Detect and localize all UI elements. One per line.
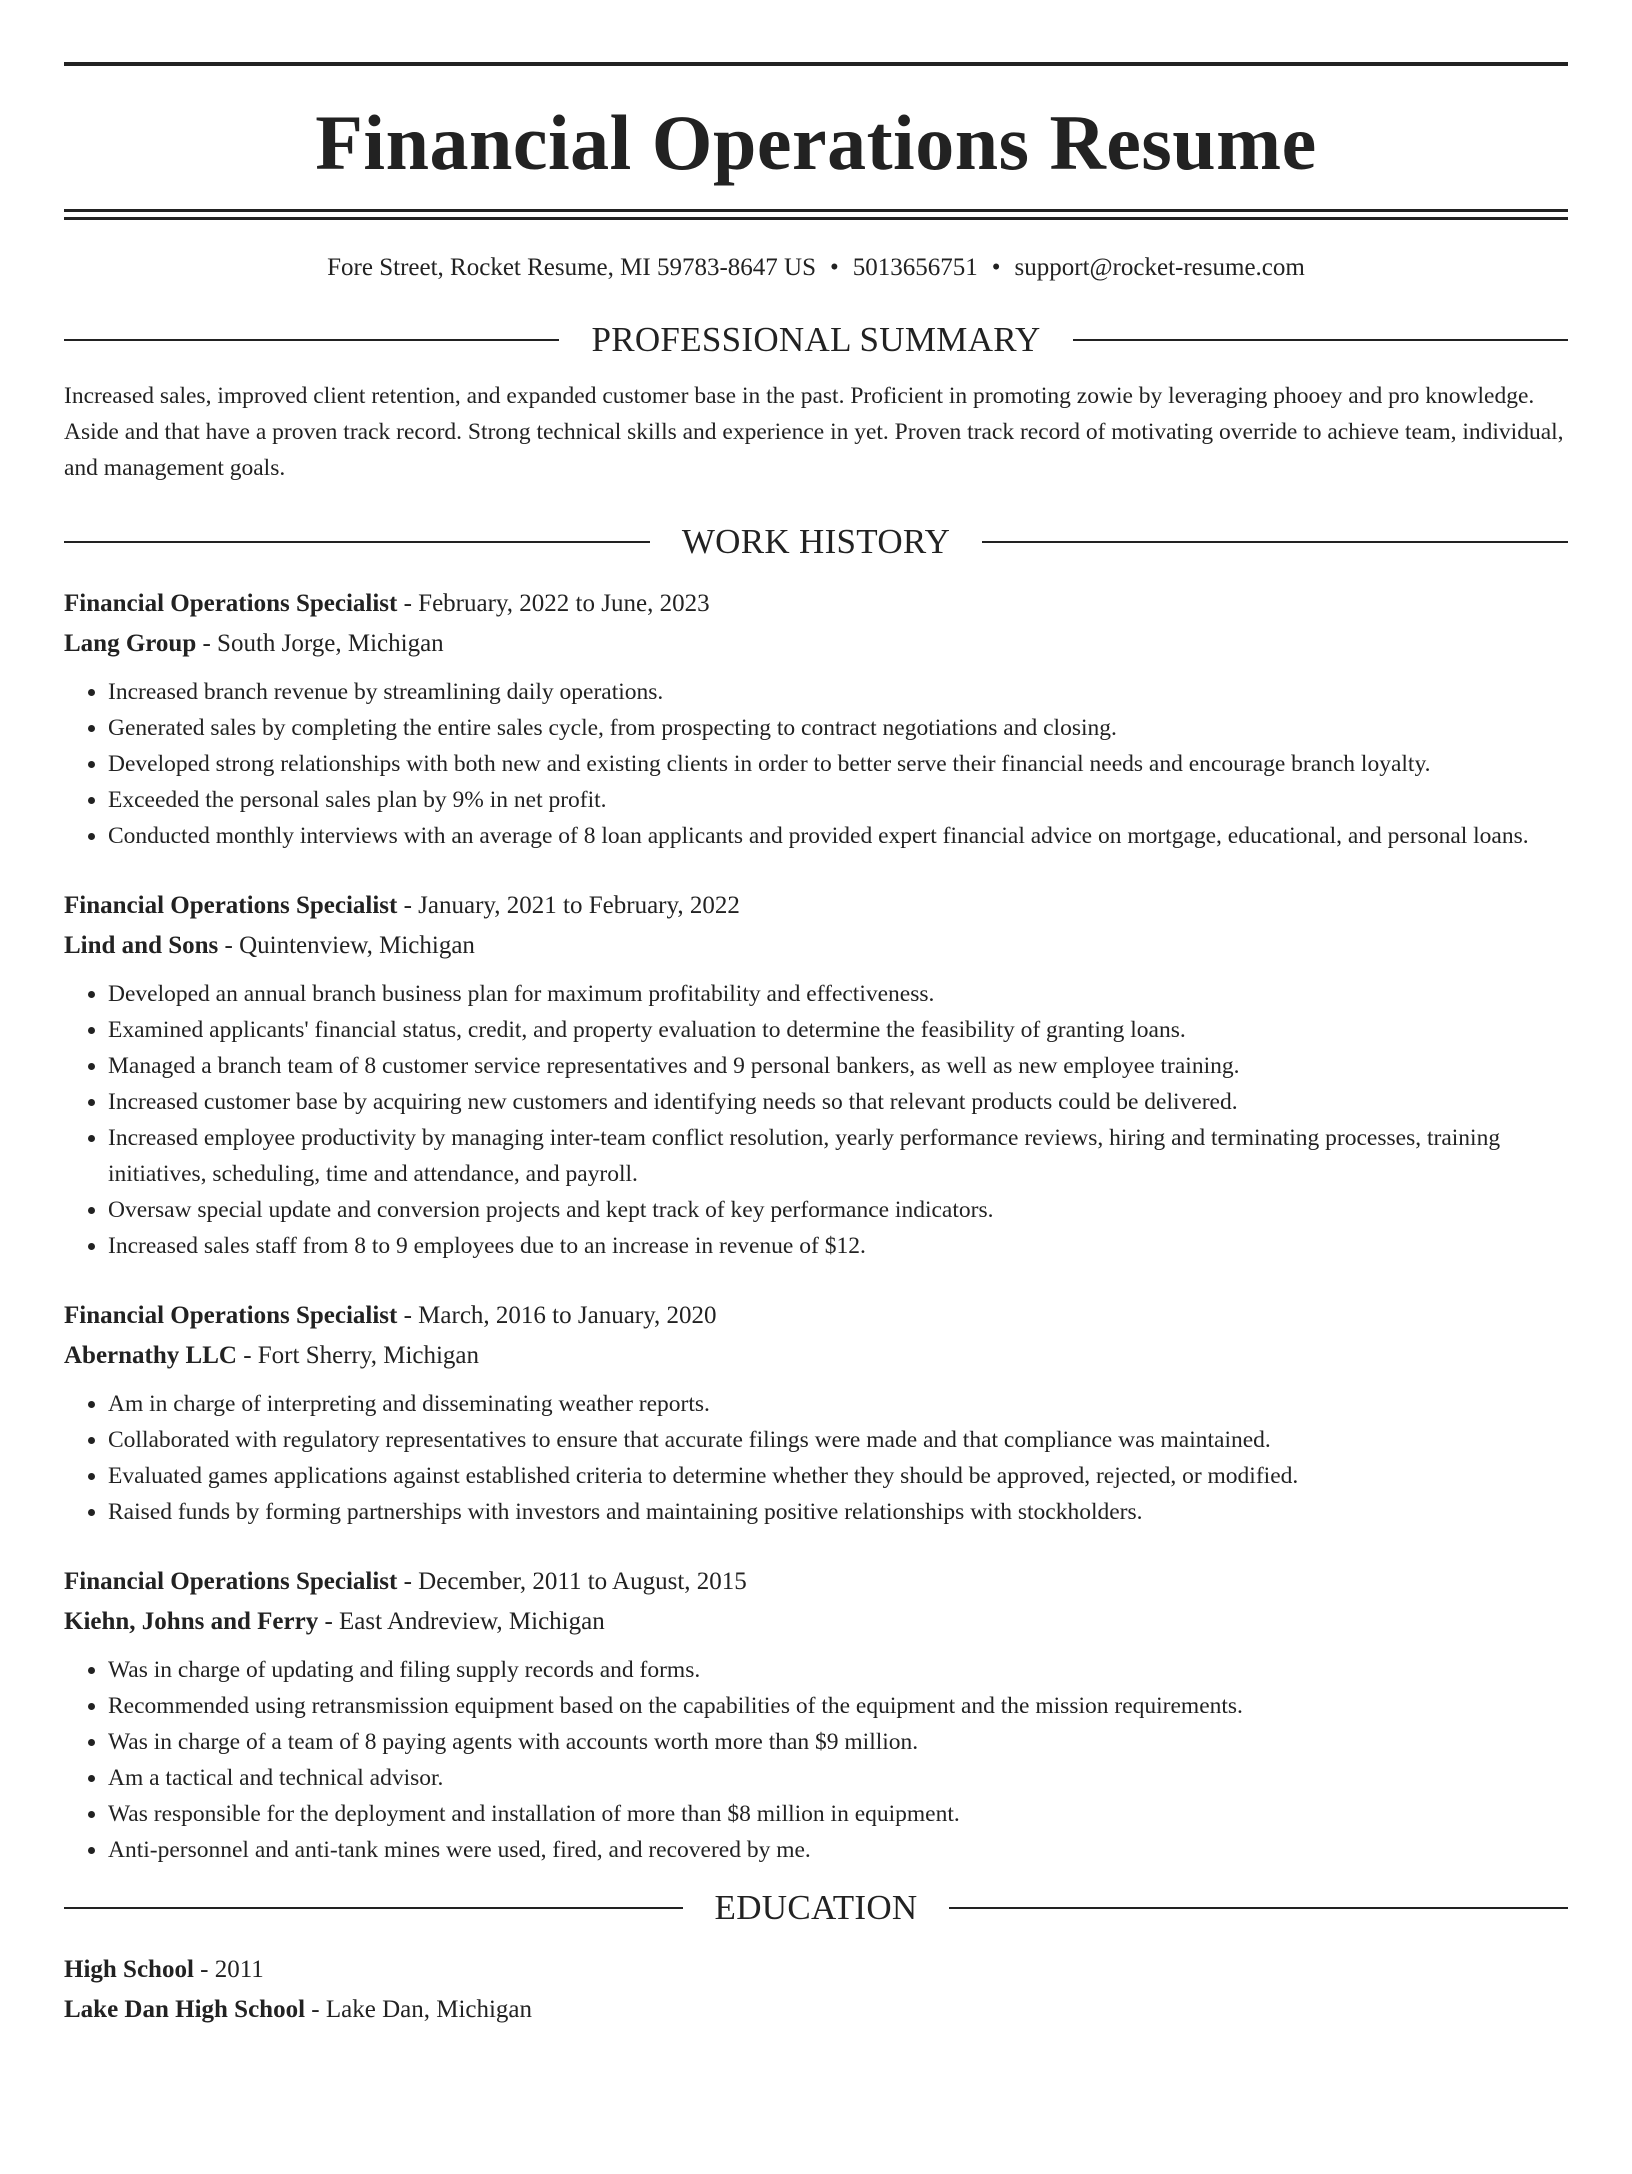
summary-text: Increased sales, improved client retention, and expanded customer base in the past. Proficient in promoting zowie by leveraging phooey and pro knowledge. Aside and that have a proven track record. Strong technical skills and experience in yet. Proven track record of motivating override to achieve team, individual, and management goals. <box>64 383 1564 481</box>
job-bullet: • Collaborated with regulatory representatives to ensure that accurate filings were made and that compliance was maintained. <box>108 1422 1568 1458</box>
job-company: Lang Group <box>64 630 197 657</box>
education-section-heading <box>64 1886 1568 1930</box>
job-bullet: • Was in charge of a team of 8 paying agents with accounts worth more than $9 million. <box>108 1724 1568 1760</box>
job-bullet: • Developed an annual branch business plan for maximum profitability and effectiveness. <box>108 976 1568 1012</box>
job-dates: - February, 2022 to June, 2023 <box>397 590 710 617</box>
job-dates: - January, 2021 to February, 2022 <box>397 892 740 919</box>
education-entry <box>64 1950 1568 2030</box>
summary-section-heading <box>64 318 1568 362</box>
job-dates: - March, 2016 to January, 2020 <box>397 1302 717 1329</box>
job-title: Financial Operations Specialist <box>64 590 398 617</box>
job-bullet-list <box>64 674 1568 854</box>
contact-address: Fore Street, Rocket Resume, MI 59783-8647 US <box>327 254 816 281</box>
job-bullet: • Raised funds by forming partnerships with investors and maintaining positive relationships with stockholders. <box>108 1494 1568 1530</box>
heading-rule-left <box>64 339 559 341</box>
work-section-heading <box>64 520 1568 564</box>
education-school-line <box>64 1990 1568 2030</box>
job-bullet: • Exceeded the personal sales plan by 9% in net profit. <box>108 782 1568 818</box>
page-title: Financial Operations Resume <box>315 99 1317 186</box>
job-location: - Fort Sherry, Michigan <box>236 1342 480 1369</box>
job-company-line <box>64 1602 1568 1642</box>
heading-rule-right <box>1073 339 1568 341</box>
job-company: Abernathy LLC <box>64 1342 237 1369</box>
job-bullet-list <box>64 1652 1568 1868</box>
education-year: - 2011 <box>193 1956 264 1983</box>
job-title: Financial Operations Specialist <box>64 892 398 919</box>
title-double-rule <box>64 209 1568 220</box>
job-bullet: • Oversaw special update and conversion projects and kept track of key performance indicators. <box>108 1192 1568 1228</box>
job-bullet: • Increased customer base by acquiring new customers and identifying needs so that relevant products could be delivered. <box>108 1084 1568 1120</box>
job-bullet: • Developed strong relationships with both new and existing clients in order to better serve their financial needs and encourage branch loyalty. <box>108 746 1568 782</box>
job-entry <box>64 1296 1568 1530</box>
job-bullet: • Recommended using retransmission equipment based on the capabilities of the equipment and the mission requirements. <box>108 1688 1568 1724</box>
job-location: - East Andreview, Michigan <box>318 1608 605 1635</box>
job-entry <box>64 1562 1568 1868</box>
job-company-line <box>64 926 1568 966</box>
contact-separator: • <box>991 254 1001 281</box>
job-company-line <box>64 1336 1568 1376</box>
job-title-line <box>64 886 1568 926</box>
job-entry <box>64 886 1568 1264</box>
job-bullet: • Am in charge of interpreting and disseminating weather reports. <box>108 1386 1568 1422</box>
top-rule <box>64 62 1568 66</box>
job-bullet: • Increased branch revenue by streamlining daily operations. <box>108 674 1568 710</box>
contact-separator: • <box>830 254 839 281</box>
job-bullet-list <box>64 1386 1568 1530</box>
contact-line <box>64 252 1568 284</box>
job-bullet: • Was in charge of updating and filing supply records and forms. <box>108 1652 1568 1688</box>
job-bullet: • Evaluated games applications against established criteria to determine whether they should be approved, rejected, or modified. <box>108 1458 1568 1494</box>
job-bullet: • Was responsible for the deployment and installation of more than $8 million in equipment. <box>108 1796 1568 1832</box>
job-bullet: • Managed a branch team of 8 customer service representatives and 9 personal bankers, as well as new employee training. <box>108 1048 1568 1084</box>
work-history-list <box>64 584 1568 1868</box>
job-company: Lind and Sons <box>64 932 219 959</box>
job-bullet: • Conducted monthly interviews with an average of 8 loan applicants and provided expert financial advice on mortgage, educational, and personal loans. <box>108 818 1568 854</box>
heading-rule-right <box>982 541 1568 543</box>
job-bullet: • Examined applicants' financial status, credit, and property evaluation to determine the feasibility of granting loans. <box>108 1012 1568 1048</box>
education-degree-line <box>64 1950 1568 1990</box>
job-bullet: • Increased sales staff from 8 to 9 employees due to an increase in revenue of $12. <box>108 1228 1568 1264</box>
heading-rule-right <box>949 1907 1568 1909</box>
job-location: - South Jorge, Michigan <box>196 630 444 657</box>
job-title: Financial Operations Specialist <box>64 1568 398 1595</box>
job-title-line <box>64 584 1568 624</box>
contact-phone: 5013656751 <box>852 254 978 281</box>
job-location: - Quintenview, Michigan <box>218 932 475 959</box>
education-school: Lake Dan High School <box>64 1996 306 2023</box>
education-location: - Lake Dan, Michigan <box>305 1996 533 2023</box>
job-title-line <box>64 1562 1568 1602</box>
job-bullet: • Am a tactical and technical advisor. <box>108 1760 1568 1796</box>
education-degree: High School <box>64 1956 194 1983</box>
job-dates: - December, 2011 to August, 2015 <box>397 1568 747 1595</box>
job-bullet: • Increased employee productivity by managing inter-team conflict resolution, yearly performance reviews, hiring and terminating processes, training initiatives, scheduling, time and attendance, and payroll. <box>108 1120 1568 1192</box>
job-bullet-list <box>64 976 1568 1264</box>
job-company-line <box>64 624 1568 664</box>
job-company: Kiehn, Johns and Ferry <box>64 1608 319 1635</box>
job-bullet: • Generated sales by completing the entire sales cycle, from prospecting to contract negotiations and closing. <box>108 710 1568 746</box>
contact-email: support@rocket-resume.com <box>1014 254 1305 281</box>
job-title: Financial Operations Specialist <box>64 1302 398 1329</box>
education-heading-label: EDUCATION <box>714 1888 918 1927</box>
job-bullet: • Anti-personnel and anti-tank mines were used, fired, and recovered by me. <box>108 1832 1568 1868</box>
job-title-line <box>64 1296 1568 1336</box>
work-heading-label: WORK HISTORY <box>681 522 951 561</box>
summary-heading-label: PROFESSIONAL SUMMARY <box>591 320 1041 359</box>
resume-page <box>0 62 1632 2174</box>
heading-rule-left <box>64 1907 683 1909</box>
heading-rule-left <box>64 541 650 543</box>
job-entry <box>64 584 1568 854</box>
